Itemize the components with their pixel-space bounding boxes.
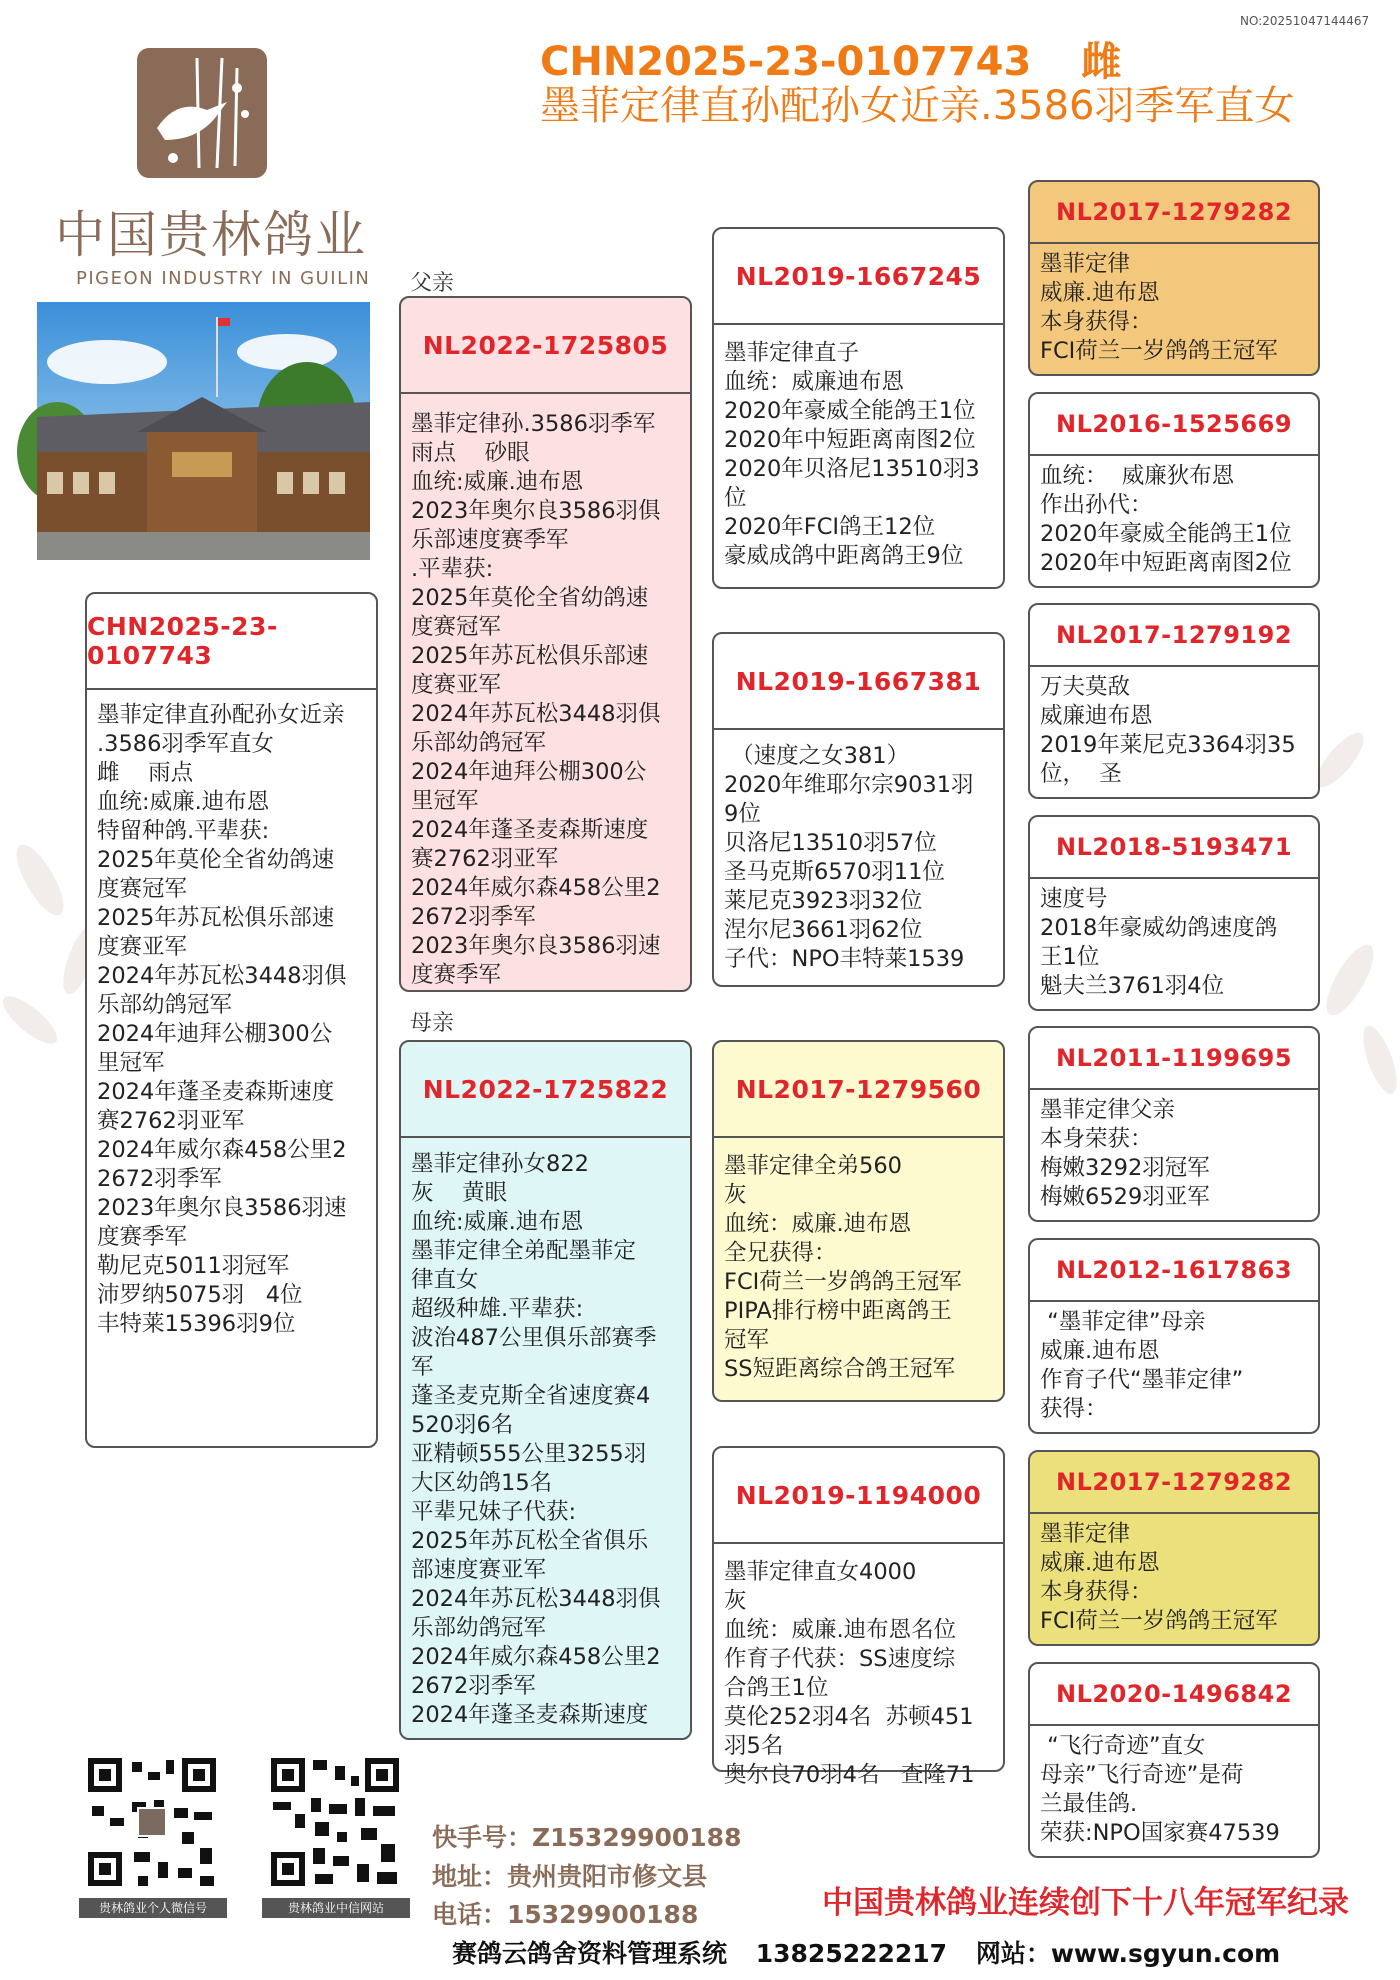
father-text: 墨菲定律孙.3586羽季军 雨点 砂眼 血统:威廉.迪布恩 2023年奥尔良3586羽俱 乐部速度赛季军 .平辈获: 2025年莫伦全省幼鸽速 度赛冠军 2025年苏瓦松俱乐部速 度赛亚军 2024年苏瓦松3448羽俱 乐部幼鸽冠军 2024年迪拜公棚300公 里冠军 2024年蓬圣麦森斯速度 赛2762羽亚军 2024年威尔森458公里2 2672羽季军 2023年奥尔良3586羽速 度赛季军 [411,411,661,988]
grandparent-ring: NL2017-1279560 [735,1074,982,1104]
footer-phone: 13825222217 [755,1939,948,1968]
logo-name-en: PIGEON INDUSTRY IN GUILIN [76,268,371,289]
great-grandparent-text: 万夫莫敌 威廉迪布恩 2019年莱尼克3364羽35 位， 圣 [1040,674,1296,787]
footer-system: 赛鸽云鸽舍资料管理系统 [452,1939,728,1968]
father-label: 父亲 [410,271,455,296]
great-grandparent-text: 墨菲定律父亲 本身荣获： 梅嫩3292羽冠军 梅嫩6529羽亚军 [1040,1097,1210,1210]
great-grandparent-card[interactable] [1028,815,1320,1011]
doc-number: NO:20251047144467 [1240,14,1370,28]
mother-ring: NL2022-1725822 [422,1074,669,1104]
father-ring: NL2022-1725805 [422,330,669,360]
footer [452,1934,1280,1970]
mother-text: 墨菲定律孙女822 灰 黄眼 血统:威廉.迪布恩 墨菲定律全弟配墨菲定 律直女 超级种雄.平辈获: 波治487公里俱乐部赛季 军 蓬圣麦克斯全省速度赛4 520羽6名 亚精顿555公里3255羽 大区幼鸽15名 平辈兄妹子代获: 2025年苏瓦松全省俱乐 部速度赛亚军 2024年苏瓦松3448羽俱 乐部幼鸽冠军 2024年威尔森458公里2 2672羽季军 2024年蓬圣麦森斯速度 [411,1151,661,1728]
slogan: 中国贵林鸽业连续创下十八年冠军纪录 [822,1885,1349,1921]
grandparent-ring: NL2019-1194000 [735,1480,982,1510]
header-ring: CHN2025-23-0107743 [540,39,1032,85]
great-grandparent-card[interactable] [1028,1238,1320,1434]
grandparent-text: 墨菲定律直子 血统：威廉迪布恩 2020年豪威全能鸽王1位 2020年中短距离南图2位 2020年贝洛尼13510羽3 位 2020年FCI鸽王12位 豪威成鸽中距离鸽王9位 [724,340,980,569]
great-grandparent-text: 墨菲定律 威廉.迪布恩 本身获得： FCI荷兰一岁鸽鸽王冠军 [1040,1521,1278,1634]
grandparent-card[interactable] [712,632,1005,987]
contact-kuaishou: 快手号：Z15329900188 [432,1823,742,1852]
great-grandparent-ring: NL2017-1279192 [1055,621,1293,649]
wechat-qr-icon[interactable] [82,1752,222,1892]
subject-card[interactable] [85,592,378,1448]
grandparent-ring: NL2019-1667381 [735,666,982,696]
bird-branch-icon [137,48,267,178]
great-grandparent-card[interactable] [1028,603,1320,799]
grandparent-card[interactable] [712,227,1005,589]
great-grandparent-text: 血统： 威廉狄布恩 作出孙代： 2020年豪威全能鸽王1位 2020年中短距离南图2位 [1040,463,1292,576]
wechat-qr-caption: 贵林鸽业个人微信号 [79,1898,227,1918]
header-sex: 雌 [1081,39,1122,85]
subject-text: 墨菲定律直孙配孙女近亲 .3586羽季军直女 雌 雨点 血统:威廉.迪布恩 特留种鸽.平辈获: 2025年莫伦全省幼鸽速 度赛冠军 2025年苏瓦松俱乐部速 度赛亚军 2024年苏瓦松3448羽俱 乐部幼鸽冠军 2024年迪拜公棚300公 里冠军 2024年蓬圣麦森斯速度 赛2762羽亚军 2024年威尔森458公里2 2672羽季军 2023年奥尔良3586羽速 度赛季军 勒尼克5011羽冠军 沛罗纳5075羽 4位 丰特莱15396羽9位 [97,702,347,1337]
great-grandparent-text: 速度号 2018年豪威幼鸽速度鸽 王1位 魁夫兰3761羽4位 [1040,886,1278,999]
great-grandparent-ring: NL2016-1525669 [1055,410,1293,438]
mother-card[interactable] [399,1040,692,1740]
grandparent-ring: NL2019-1667245 [735,261,982,291]
great-grandparent-ring: NL2012-1617863 [1055,1256,1293,1284]
great-grandparent-text: “飞行奇迹”直女 母亲”飞行奇迹”是荷 兰最佳鸽. 荣获:NPO国家赛47539 [1040,1733,1280,1846]
contact-phone: 电话：15329900188 [432,1900,699,1929]
great-grandparent-ring: NL2020-1496842 [1055,1680,1293,1708]
mother-label: 母亲 [410,1011,455,1036]
grandparent-card[interactable] [712,1446,1005,1788]
grandparent-text: 墨菲定律全弟560 灰 血统：威廉.迪布恩 全兄获得： FCI荷兰一岁鸽鸽王冠军 PIPA排行榜中距离鸽王 冠军 SS短距离综合鸽王冠军 [724,1153,962,1382]
grandparent-text: 墨菲定律直女4000 灰 血统：威廉.迪布恩名位 作育子代获：SS速度综 合鸽王1位 莫伦252羽4名 苏顿451 羽5名 奥尔良70羽4名 查隆71 [724,1559,975,1788]
subject-ring: CHN2025-23-0107743 [87,612,278,670]
great-grandparent-card[interactable] [1028,1662,1320,1858]
logo-name-cn: 中国贵林鸽业 [55,206,367,264]
great-grandparent-card[interactable] [1028,1026,1320,1222]
great-grandparent-card[interactable] [1028,1450,1320,1646]
great-grandparent-ring: NL2017-1279282 [1055,1468,1293,1496]
grandparent-card[interactable] [712,1040,1005,1402]
contact-address: 地址：贵州贵阳市修文县 [432,1862,708,1891]
footer-site-link[interactable]: 网站：www.sgyun.com [975,1939,1281,1968]
great-grandparent-text: “墨菲定律”母亲 威廉.迪布恩 作育子代“墨菲定律” 获得： [1040,1309,1244,1422]
great-grandparent-ring: NL2017-1279282 [1055,198,1293,226]
great-grandparent-text: 墨菲定律 威廉.迪布恩 本身获得： FCI荷兰一岁鸽鸽王冠军 [1040,251,1278,364]
website-qr-caption: 贵林鸽业中信网站 [262,1898,410,1918]
logo-mark [137,48,267,178]
header-subtitle: 墨菲定律直孙配孙女近亲.3586羽季军直女 [540,83,1295,129]
great-grandparent-card[interactable] [1028,180,1320,376]
great-grandparent-ring: NL2011-1199695 [1055,1044,1293,1072]
great-grandparent-card[interactable] [1028,392,1320,588]
grandparent-text: （速度之女381） 2020年维耶尔宗9031羽 9位 贝洛尼13510羽57位 圣马克斯6570羽11位 莱尼克3923羽32位 涅尔尼3661羽62位 子代：NPO丰特莱1539 [724,743,974,972]
loft-photo [37,302,370,560]
father-card[interactable] [399,296,692,992]
great-grandparent-ring: NL2018-5193471 [1055,833,1293,861]
website-qr-icon[interactable] [265,1752,405,1892]
